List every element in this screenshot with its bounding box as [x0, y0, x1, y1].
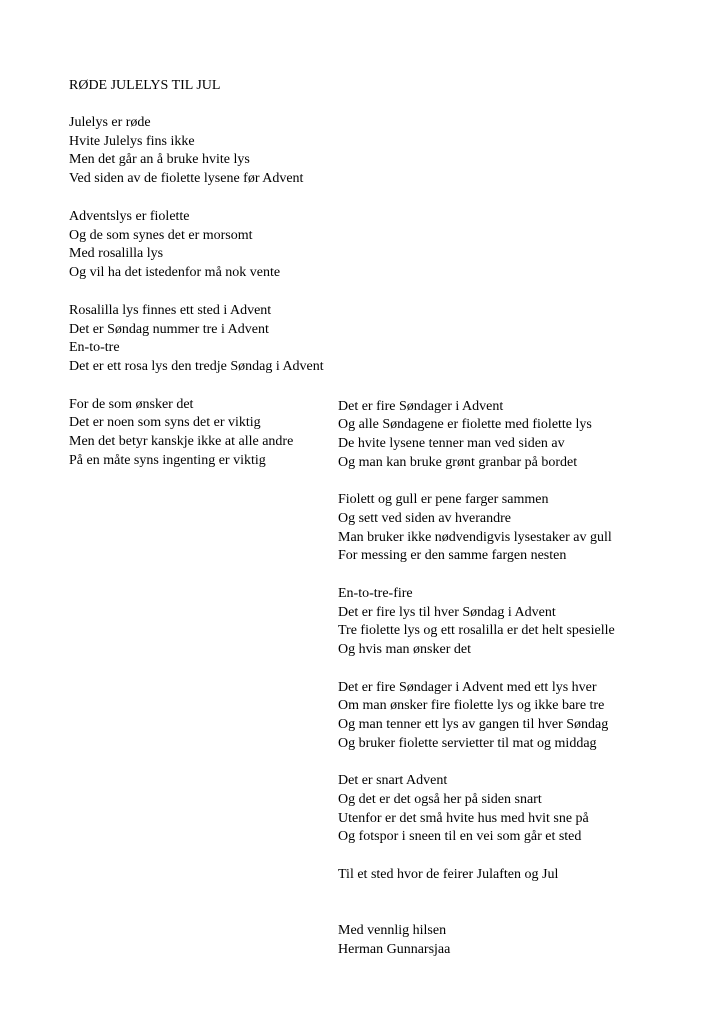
poem-line: Det er Søndag nummer tre i Advent	[69, 322, 269, 337]
poem-line: Men det går an å bruke hvite lys	[69, 152, 250, 167]
poem-line: Med rosalilla lys	[69, 246, 164, 261]
poem-line: Fiolett og gull er pene farger sammen	[338, 492, 549, 507]
poem-line: Rosalilla lys finnes ett sted i Advent	[69, 303, 272, 318]
poem-line: For messing er den samme fargen nesten	[338, 548, 567, 563]
poem-line: Utenfor er det små hvite hus med hvit sne på	[338, 811, 589, 826]
poem-line: Og man tenner ett lys av gangen til hver Søndag	[338, 717, 609, 732]
poem-line: Det er ett rosa lys den tredje Søndag i Advent	[69, 359, 324, 374]
poem-line: Tre fiolette lys og ett rosalilla er det helt spesielle	[338, 623, 615, 638]
closing-greeting: Med vennlig hilsen	[338, 923, 447, 938]
poem-line: Det er noen som syns det er viktig	[69, 415, 261, 430]
poem-line: Ved siden av de fiolette lysene før Advent	[69, 171, 304, 186]
poem-line: På en måte syns ingenting er viktig	[69, 453, 266, 468]
poem-line: Julelys er røde	[69, 115, 151, 130]
poem-line: Adventslys er fiolette	[69, 209, 190, 224]
poem-title: RØDE JULELYS TIL JUL	[69, 78, 221, 93]
poem-line: Hvite Julelys fins ikke	[69, 134, 195, 149]
poem-line: For de som ønsker det	[69, 397, 194, 412]
signature: Herman Gunnarsjaa	[338, 942, 451, 957]
poem-line: Man bruker ikke nødvendigvis lysestaker av gull	[338, 530, 612, 545]
poem-line: Det er fire Søndager i Advent med ett lys hver	[338, 680, 597, 695]
poem-line: Og fotspor i sneen til en vei som går et sted	[338, 829, 582, 844]
poem-line: Og sett ved siden av hverandre	[338, 511, 511, 526]
poem-line: En-to-tre-fire	[338, 586, 413, 601]
poem-line: Og vil ha det istedenfor må nok vente	[69, 265, 281, 280]
poem-line: Men det betyr kanskje ikke at alle andre	[69, 434, 294, 449]
poem-line: Og det er det også her på siden snart	[338, 792, 542, 807]
poem-line: Om man ønsker fire fiolette lys og ikke bare tre	[338, 698, 605, 713]
poem-line: Det er fire lys til hver Søndag i Advent	[338, 605, 556, 620]
poem-line: Og de som synes det er morsomt	[69, 228, 253, 243]
poem-line: Og hvis man ønsker det	[338, 642, 471, 657]
poem-line: Det er fire Søndager i Advent	[338, 399, 504, 414]
poem-line: Og bruker fiolette servietter til mat og middag	[338, 736, 597, 751]
poem-line: Til et sted hvor de feirer Julaften og Jul	[338, 867, 559, 882]
poem-line: En-to-tre	[69, 340, 120, 355]
poem-line: Og man kan bruke grønt granbar på bordet	[338, 455, 578, 470]
poem-line: Det er snart Advent	[338, 773, 448, 788]
poem-line: Og alle Søndagene er fiolette med fiolette lys	[338, 417, 592, 432]
poem-line: De hvite lysene tenner man ved siden av	[338, 436, 565, 451]
